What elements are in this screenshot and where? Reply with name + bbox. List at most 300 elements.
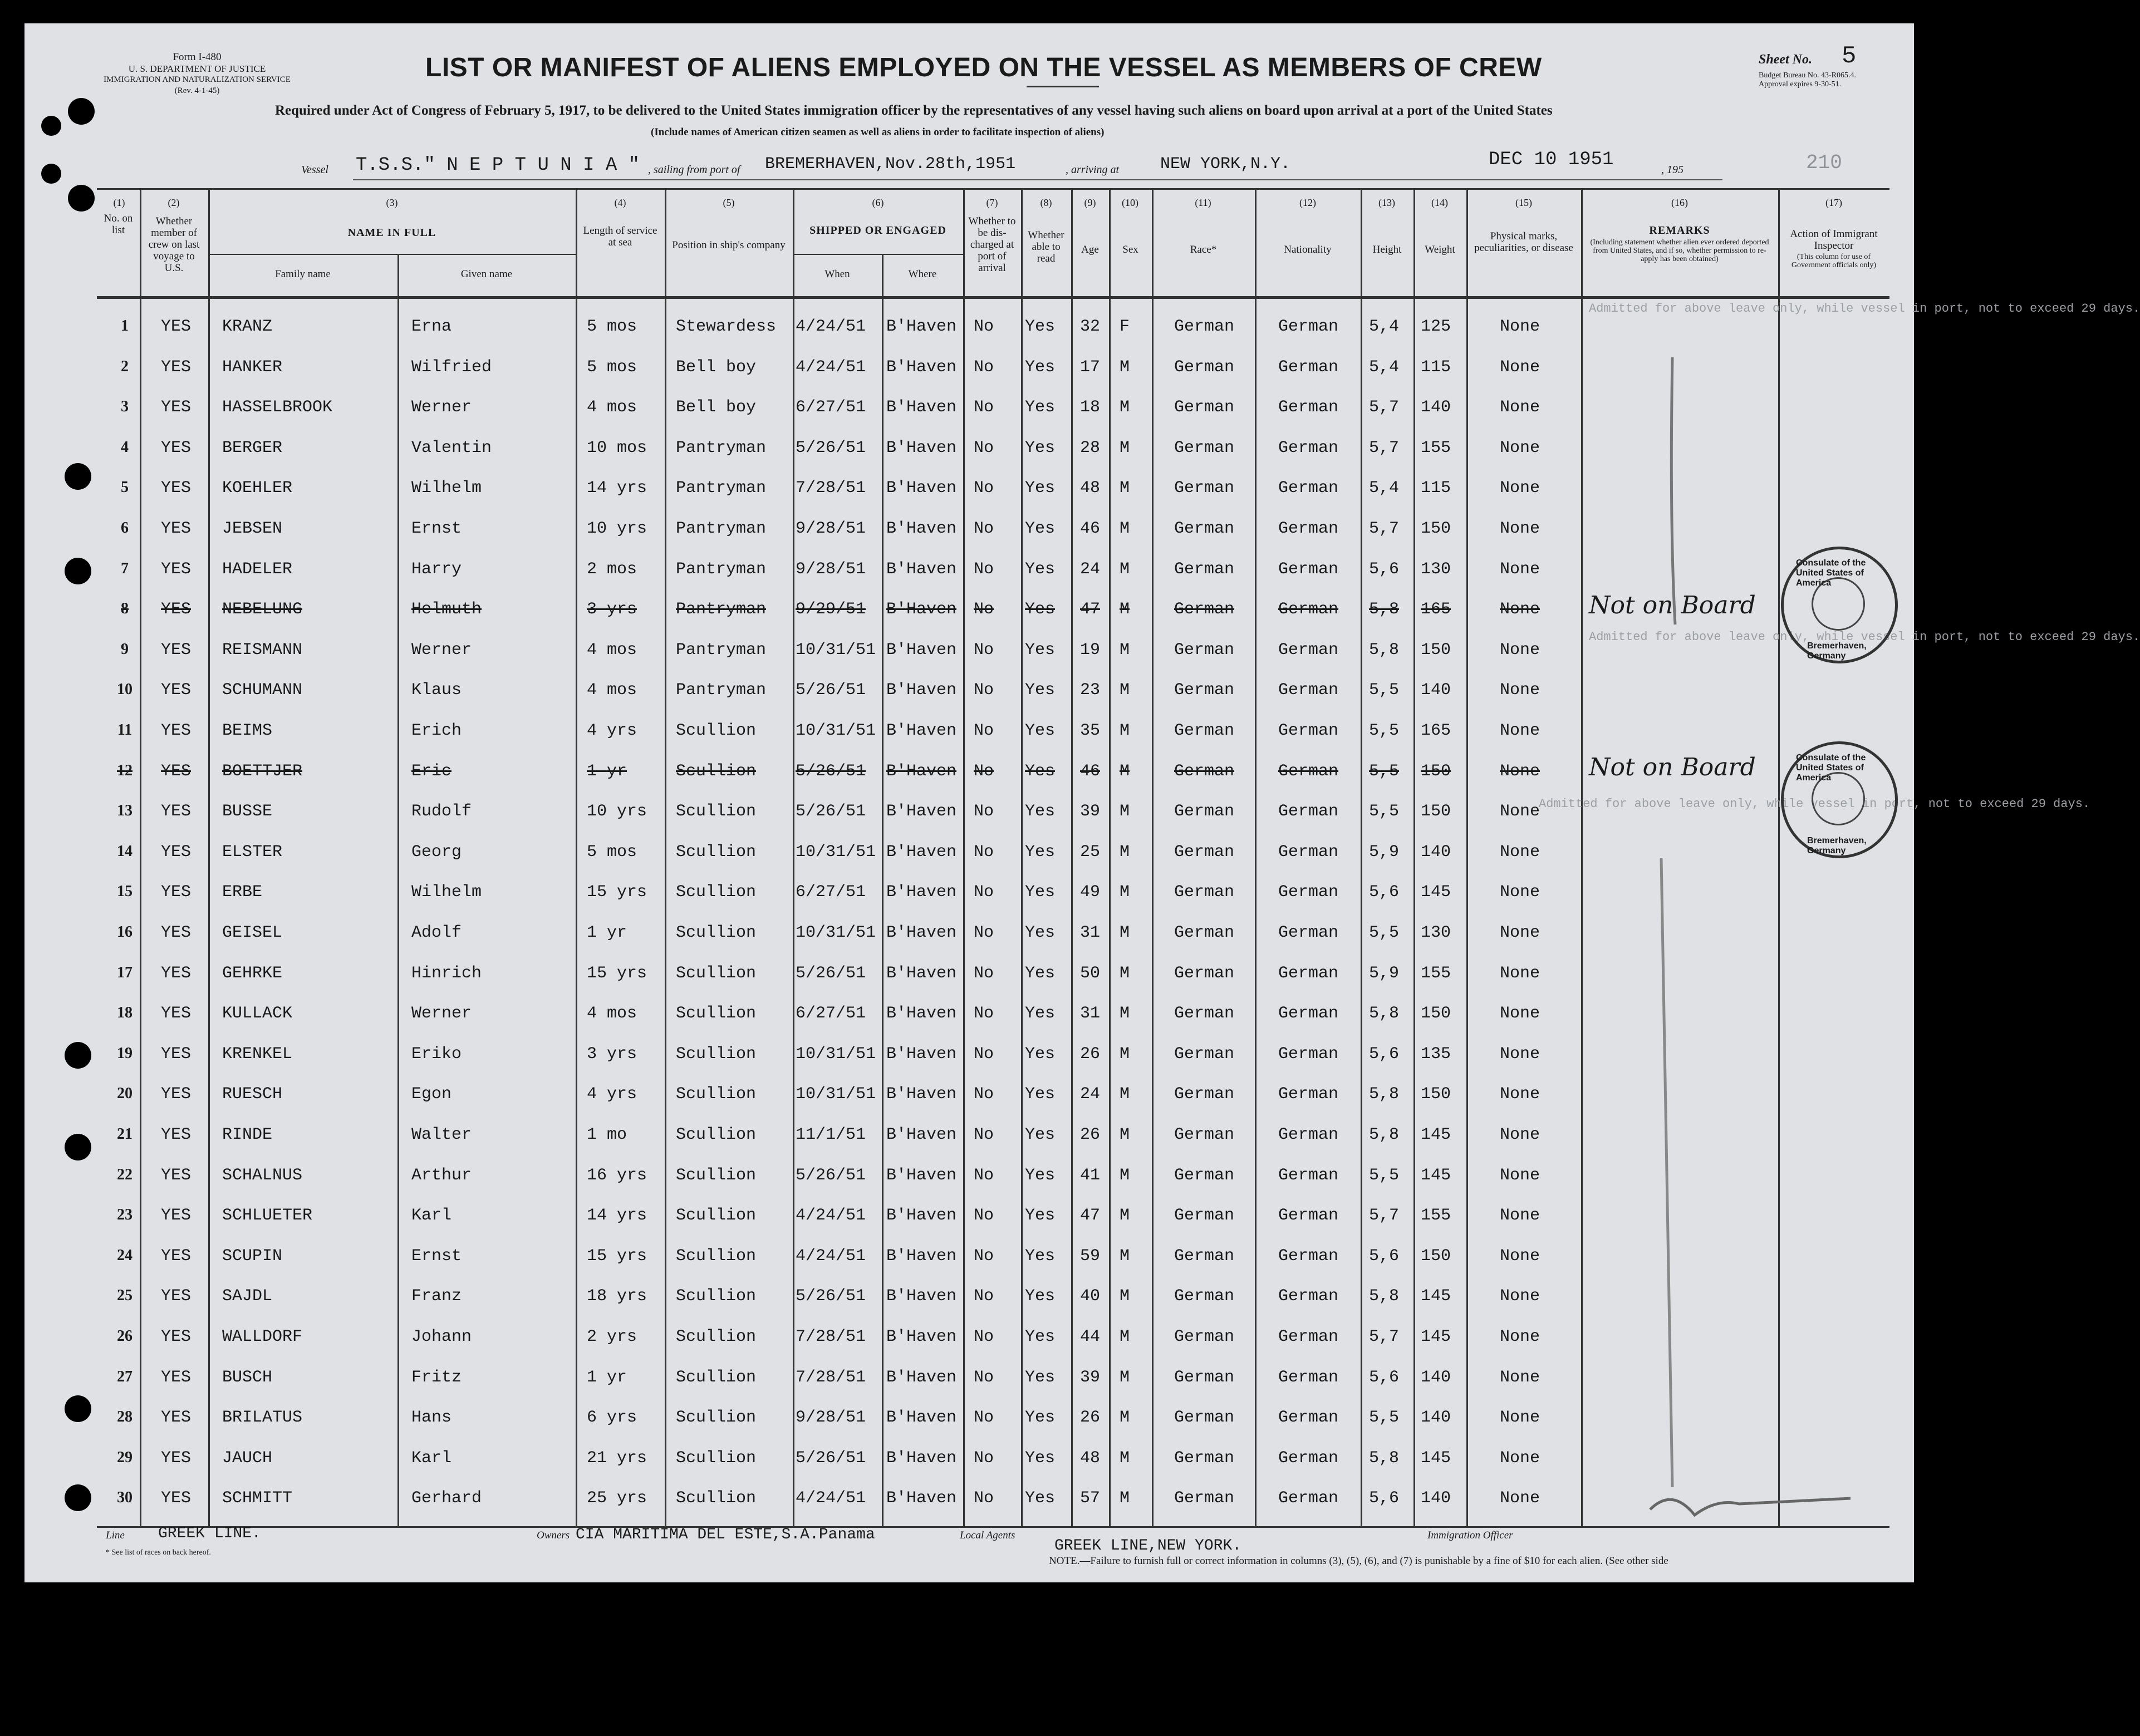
cell-age: 39 xyxy=(1080,1368,1101,1387)
column-number: (17) xyxy=(1825,197,1842,208)
cell-physical: None xyxy=(1500,923,1540,942)
cell-physical: None xyxy=(1500,357,1540,377)
cell-sex: M xyxy=(1120,1489,1130,1508)
cell-when: 6/27/51 xyxy=(796,883,866,902)
cell-weight: 155 xyxy=(1421,963,1451,983)
column-header-race: Race* xyxy=(1190,244,1217,255)
cell-age: 26 xyxy=(1080,1408,1101,1428)
cell-race: German xyxy=(1174,802,1235,822)
cell-given: Georg xyxy=(411,842,462,862)
sheet-label: Sheet No. xyxy=(1759,52,1812,67)
cell-physical: None xyxy=(1500,317,1540,336)
cell-age: 28 xyxy=(1080,438,1101,458)
cell-family: SCHLUETER xyxy=(222,1206,313,1226)
cell-sex: M xyxy=(1120,1085,1130,1104)
cell-read: Yes xyxy=(1025,1287,1056,1306)
cell-discharged: No xyxy=(974,1368,994,1387)
cell-position: Scullion xyxy=(676,1004,757,1024)
cell-height: 5,6 xyxy=(1369,1246,1400,1266)
column-number: (5) xyxy=(723,197,735,208)
cell-no: 8 xyxy=(121,600,129,618)
column-header-height: Height xyxy=(1372,244,1402,255)
cell-position: Pantryman xyxy=(676,600,767,619)
cell-height: 5,9 xyxy=(1369,963,1400,983)
cell-age: 17 xyxy=(1080,357,1101,377)
cell-position: Pantryman xyxy=(676,559,767,579)
cell-read: Yes xyxy=(1025,1408,1056,1428)
cell-member: YES xyxy=(160,438,191,458)
cell-age: 48 xyxy=(1080,479,1101,498)
cell-weight: 140 xyxy=(1421,398,1451,417)
cell-age: 40 xyxy=(1080,1287,1101,1306)
pencil-marks xyxy=(24,23,1914,1582)
port-to: NEW YORK,N.Y. xyxy=(1160,155,1291,174)
cell-sex: M xyxy=(1120,1246,1130,1266)
cell-read: Yes xyxy=(1025,479,1056,498)
cell-age: 57 xyxy=(1080,1489,1101,1508)
cell-where: B'Haven xyxy=(886,1165,957,1185)
cell-discharged: No xyxy=(974,1125,994,1144)
cell-read: Yes xyxy=(1025,398,1056,417)
cell-physical: None xyxy=(1500,1287,1540,1306)
cell-read: Yes xyxy=(1025,802,1056,822)
cell-when: 9/28/51 xyxy=(796,519,866,538)
cell-family: SCHUMANN xyxy=(222,681,303,700)
cell-length: 15 yrs xyxy=(587,1246,647,1266)
cell-race: German xyxy=(1174,398,1235,417)
cell-discharged: No xyxy=(974,1327,994,1346)
cell-family: GEHRKE xyxy=(222,963,283,983)
cell-when: 10/31/51 xyxy=(796,923,876,942)
cell-discharged: No xyxy=(974,923,994,942)
cell-no: 26 xyxy=(117,1327,132,1345)
faint-remark-lower: Admitted for above leave only, while vessel in port, not to exceed 29 days. xyxy=(1539,797,2090,811)
cell-nationality: German xyxy=(1278,1368,1339,1387)
cell-no: 15 xyxy=(117,883,132,901)
cell-position: Scullion xyxy=(676,1165,757,1185)
cell-member: YES xyxy=(160,600,191,619)
cell-given: Eriko xyxy=(411,1044,462,1064)
cell-read: Yes xyxy=(1025,600,1056,619)
cell-given: Valentin xyxy=(411,438,492,458)
arriving-label: , arriving at xyxy=(1066,164,1120,176)
cell-sex: M xyxy=(1120,1368,1130,1387)
cell-member: YES xyxy=(160,1327,191,1346)
cell-position: Bell boy xyxy=(676,357,757,377)
cell-no: 24 xyxy=(117,1246,132,1264)
cell-length: 10 mos xyxy=(587,438,647,458)
cell-no: 1 xyxy=(121,317,129,335)
column-header-remarks-note: (Including statement whether alien ever ordered deported from United States, and if so, whether permission to re-apply has been obtained) xyxy=(1590,238,1769,263)
cell-nationality: German xyxy=(1278,317,1339,336)
cell-given: Wilhelm xyxy=(411,479,482,498)
cell-when: 4/24/51 xyxy=(796,1246,866,1266)
cell-when: 5/26/51 xyxy=(796,1287,866,1306)
cell-physical: None xyxy=(1500,883,1540,902)
cell-height: 5,4 xyxy=(1369,357,1400,377)
cell-no: 11 xyxy=(117,721,132,739)
cell-when: 5/26/51 xyxy=(796,438,866,458)
footer-agents-label: Local Agents xyxy=(960,1530,1015,1541)
cell-race: German xyxy=(1174,559,1235,579)
races-note: * See list of races on back hereof. xyxy=(106,1548,211,1557)
cell-nationality: German xyxy=(1278,1489,1339,1508)
cell-position: Stewardess xyxy=(676,317,777,336)
cell-sex: M xyxy=(1120,1327,1130,1346)
cell-family: JAUCH xyxy=(222,1448,273,1468)
cell-age: 47 xyxy=(1080,1206,1101,1226)
cell-physical: None xyxy=(1500,559,1540,579)
cell-race: German xyxy=(1174,1004,1235,1024)
cell-height: 5,7 xyxy=(1369,398,1400,417)
cell-age: 31 xyxy=(1080,1004,1101,1024)
cell-given: Fritz xyxy=(411,1368,462,1387)
cell-discharged: No xyxy=(974,802,994,822)
cell-nationality: German xyxy=(1278,640,1339,660)
cell-length: 5 mos xyxy=(587,317,637,336)
cell-height: 5,7 xyxy=(1369,438,1400,458)
cell-nationality: German xyxy=(1278,963,1339,983)
cell-given: Johann xyxy=(411,1327,472,1346)
cell-where: B'Haven xyxy=(886,1206,957,1226)
cell-age: 24 xyxy=(1080,559,1101,579)
cell-sex: M xyxy=(1120,842,1130,862)
cell-family: BERGER xyxy=(222,438,283,458)
column-header-physical: Physical marks, peculiarities, or disease xyxy=(1474,230,1573,254)
cell-no: 5 xyxy=(121,479,129,496)
cell-given: Werner xyxy=(411,1004,472,1024)
cell-read: Yes xyxy=(1025,1448,1056,1468)
cell-where: B'Haven xyxy=(886,479,957,498)
cell-sex: M xyxy=(1120,1004,1130,1024)
cell-physical: None xyxy=(1500,842,1540,862)
cell-discharged: No xyxy=(974,519,994,538)
cell-race: German xyxy=(1174,963,1235,983)
cell-where: B'Haven xyxy=(886,317,957,336)
cell-weight: 150 xyxy=(1421,1085,1451,1104)
cell-height: 5,8 xyxy=(1369,1125,1400,1144)
cell-nationality: German xyxy=(1278,883,1339,902)
cell-sex: M xyxy=(1120,519,1130,538)
cell-discharged: No xyxy=(974,559,994,579)
cell-discharged: No xyxy=(974,1489,994,1508)
cell-nationality: German xyxy=(1278,1327,1339,1346)
cell-sex: M xyxy=(1120,479,1130,498)
cell-when: 5/26/51 xyxy=(796,681,866,700)
cell-discharged: No xyxy=(974,1165,994,1185)
column-header-action-note: (This column for use of Government officials only) xyxy=(1791,253,1877,269)
cell-discharged: No xyxy=(974,721,994,740)
cell-nationality: German xyxy=(1278,842,1339,862)
cell-physical: None xyxy=(1500,438,1540,458)
cell-race: German xyxy=(1174,1206,1235,1226)
cell-member: YES xyxy=(160,1408,191,1428)
cell-when: 4/24/51 xyxy=(796,1489,866,1508)
cell-where: B'Haven xyxy=(886,357,957,377)
cell-length: 5 mos xyxy=(587,357,637,377)
cell-when: 11/1/51 xyxy=(796,1125,866,1144)
cell-family: GEISEL xyxy=(222,923,283,942)
cell-nationality: German xyxy=(1278,479,1339,498)
cell-physical: None xyxy=(1500,1408,1540,1428)
cell-race: German xyxy=(1174,640,1235,660)
cell-age: 25 xyxy=(1080,842,1101,862)
cell-when: 5/26/51 xyxy=(796,1448,866,1468)
cell-height: 5,6 xyxy=(1369,1368,1400,1387)
cell-no: 21 xyxy=(117,1125,132,1143)
cell-where: B'Haven xyxy=(886,1246,957,1266)
cell-length: 6 yrs xyxy=(587,1408,637,1428)
cell-where: B'Haven xyxy=(886,1044,957,1064)
cell-given: Erich xyxy=(411,721,462,740)
cell-length: 16 yrs xyxy=(587,1165,647,1185)
cell-discharged: No xyxy=(974,600,994,619)
cell-weight: 140 xyxy=(1421,1408,1451,1428)
cell-family: NEBELUNG xyxy=(222,600,303,619)
cell-member: YES xyxy=(160,1246,191,1266)
cell-age: 32 xyxy=(1080,317,1101,336)
cell-family: REISMANN xyxy=(222,640,303,660)
cell-physical: None xyxy=(1500,802,1540,822)
cell-length: 10 yrs xyxy=(587,802,647,822)
cell-read: Yes xyxy=(1025,1004,1056,1024)
cell-where: B'Haven xyxy=(886,640,957,660)
cell-position: Scullion xyxy=(676,1246,757,1266)
footer-note: NOTE.—Failure to furnish full or correct information in columns (3), (5), (6), and (7) is punishable by a fine of $10 for each alien. (See other side xyxy=(1049,1555,1668,1567)
cell-weight: 155 xyxy=(1421,1206,1451,1226)
cell-where: B'Haven xyxy=(886,1287,957,1306)
cell-length: 4 yrs xyxy=(587,721,637,740)
cell-height: 5,8 xyxy=(1369,640,1400,660)
cell-length: 3 yrs xyxy=(587,1044,637,1064)
cell-weight: 130 xyxy=(1421,559,1451,579)
cell-discharged: No xyxy=(974,479,994,498)
cell-nationality: German xyxy=(1278,1448,1339,1468)
cell-given: Walter xyxy=(411,1125,472,1144)
cell-discharged: No xyxy=(974,963,994,983)
cell-weight: 150 xyxy=(1421,802,1451,822)
cell-position: Scullion xyxy=(676,721,757,740)
cell-discharged: No xyxy=(974,1408,994,1428)
cell-race: German xyxy=(1174,317,1235,336)
cell-member: YES xyxy=(160,559,191,579)
cell-when: 4/24/51 xyxy=(796,317,866,336)
cell-position: Bell boy xyxy=(676,398,757,417)
cell-family: BRILATUS xyxy=(222,1408,303,1428)
cell-member: YES xyxy=(160,1044,191,1064)
cell-position: Scullion xyxy=(676,1287,757,1306)
cell-race: German xyxy=(1174,600,1235,619)
cell-nationality: German xyxy=(1278,1085,1339,1104)
column-number: (8) xyxy=(1040,197,1052,208)
cell-read: Yes xyxy=(1025,1368,1056,1387)
cell-age: 41 xyxy=(1080,1165,1101,1185)
cell-age: 44 xyxy=(1080,1327,1101,1346)
cell-member: YES xyxy=(160,398,191,417)
cell-no: 19 xyxy=(117,1044,132,1062)
column-header-when: When xyxy=(824,268,850,280)
cell-position: Scullion xyxy=(676,1489,757,1508)
cell-family: RUESCH xyxy=(222,1085,283,1104)
cell-family: BOETTJER xyxy=(222,761,303,781)
cell-when: 5/26/51 xyxy=(796,963,866,983)
footer-agents-value: GREEK LINE,NEW YORK. xyxy=(1054,1537,1242,1555)
arrival-date-stamp: DEC 10 1951 xyxy=(1489,149,1614,170)
cell-weight: 145 xyxy=(1421,1327,1451,1346)
cell-when: 5/26/51 xyxy=(796,802,866,822)
cell-nationality: German xyxy=(1278,1206,1339,1226)
cell-sex: M xyxy=(1120,1125,1130,1144)
cell-position: Scullion xyxy=(676,1044,757,1064)
cell-family: JEBSEN xyxy=(222,519,283,538)
cell-where: B'Haven xyxy=(886,1408,957,1428)
cell-where: B'Haven xyxy=(886,681,957,700)
cell-height: 5,5 xyxy=(1369,721,1400,740)
cell-no: 14 xyxy=(117,842,132,860)
cell-read: Yes xyxy=(1025,1125,1056,1144)
cell-weight: 140 xyxy=(1421,1368,1451,1387)
cell-length: 25 yrs xyxy=(587,1489,647,1508)
cell-race: German xyxy=(1174,1085,1235,1104)
cell-height: 5,8 xyxy=(1369,1004,1400,1024)
approval-expires: Approval expires 9-30-51. xyxy=(1759,80,1842,88)
cell-height: 5,6 xyxy=(1369,883,1400,902)
cell-physical: None xyxy=(1500,479,1540,498)
cell-sex: M xyxy=(1120,398,1130,417)
cell-race: German xyxy=(1174,883,1235,902)
cell-weight: 150 xyxy=(1421,640,1451,660)
column-header-name-full: NAME IN FULL xyxy=(347,227,436,239)
cell-physical: None xyxy=(1500,640,1540,660)
cell-member: YES xyxy=(160,1448,191,1468)
cell-length: 15 yrs xyxy=(587,963,647,983)
column-header-sex: Sex xyxy=(1122,244,1138,255)
cell-member: YES xyxy=(160,1165,191,1185)
cell-physical: None xyxy=(1500,600,1540,619)
cell-sex: M xyxy=(1120,1448,1130,1468)
cell-length: 18 yrs xyxy=(587,1287,647,1306)
cell-race: German xyxy=(1174,519,1235,538)
cell-weight: 150 xyxy=(1421,519,1451,538)
cell-discharged: No xyxy=(974,681,994,700)
consulate-seal-stamp: Consulate of the United States of America Bremerhaven, Germany xyxy=(1781,547,1898,663)
revision: (Rev. 4-1-45) xyxy=(174,86,220,95)
cell-given: Klaus xyxy=(411,681,462,700)
cell-weight: 140 xyxy=(1421,681,1451,700)
cell-physical: None xyxy=(1500,761,1540,781)
cell-discharged: No xyxy=(974,842,994,862)
cell-sex: M xyxy=(1120,1044,1130,1064)
cell-sex: M xyxy=(1120,963,1130,983)
cell-read: Yes xyxy=(1025,681,1056,700)
cell-height: 5,5 xyxy=(1369,1408,1400,1428)
cell-when: 4/24/51 xyxy=(796,357,866,377)
cell-member: YES xyxy=(160,681,191,700)
cell-no: 16 xyxy=(117,923,132,941)
cell-given: Ernst xyxy=(411,519,462,538)
column-header-where: Where xyxy=(908,268,937,280)
cell-where: B'Haven xyxy=(886,721,957,740)
cell-weight: 115 xyxy=(1421,479,1451,498)
cell-position: Scullion xyxy=(676,1206,757,1226)
cell-height: 5,6 xyxy=(1369,1489,1400,1508)
cell-given: Hinrich xyxy=(411,963,482,983)
cell-where: B'Haven xyxy=(886,600,957,619)
cell-member: YES xyxy=(160,640,191,660)
cell-member: YES xyxy=(160,721,191,740)
cell-no: 4 xyxy=(121,438,129,456)
column-number: (13) xyxy=(1378,197,1395,208)
cell-member: YES xyxy=(160,317,191,336)
cell-when: 5/26/51 xyxy=(796,1165,866,1185)
cell-when: 9/28/51 xyxy=(796,1408,866,1428)
column-header-whether-member: Whether member of crew on last voyage to U.S. xyxy=(148,215,200,274)
cell-physical: None xyxy=(1500,1125,1540,1144)
required-statement: Required under Act of Congress of February 5, 1917, to be delivered to the United States immigration officer by the representatives of any vessel having such aliens on board upon arrival at a port of the United States xyxy=(275,103,1553,118)
cell-weight: 145 xyxy=(1421,1125,1451,1144)
cell-discharged: No xyxy=(974,317,994,336)
cell-physical: None xyxy=(1500,1448,1540,1468)
cell-height: 5,8 xyxy=(1369,600,1400,619)
cell-position: Scullion xyxy=(676,842,757,862)
cell-physical: None xyxy=(1500,519,1540,538)
cell-length: 21 yrs xyxy=(587,1448,647,1468)
cell-sex: M xyxy=(1120,923,1130,942)
cell-weight: 140 xyxy=(1421,842,1451,862)
cell-sex: F xyxy=(1120,317,1130,336)
cell-nationality: German xyxy=(1278,721,1339,740)
cell-where: B'Haven xyxy=(886,963,957,983)
cell-height: 5,6 xyxy=(1369,559,1400,579)
cell-physical: None xyxy=(1500,398,1540,417)
cell-where: B'Haven xyxy=(886,842,957,862)
cell-where: B'Haven xyxy=(886,923,957,942)
cell-nationality: German xyxy=(1278,1287,1339,1306)
cell-given: Egon xyxy=(411,1085,452,1104)
cell-physical: None xyxy=(1500,1004,1540,1024)
cell-age: 26 xyxy=(1080,1044,1101,1064)
cell-discharged: No xyxy=(974,1246,994,1266)
service: IMMIGRATION AND NATURALIZATION SERVICE xyxy=(104,75,291,84)
column-header-read: Whether able to read xyxy=(1028,229,1064,264)
cell-no: 13 xyxy=(117,802,132,820)
column-number: (11) xyxy=(1195,197,1211,208)
cell-member: YES xyxy=(160,842,191,862)
page-number: 210 xyxy=(1806,151,1842,174)
footer-line-value: GREEK LINE. xyxy=(158,1525,261,1542)
vessel-label: Vessel xyxy=(301,164,328,176)
cell-member: YES xyxy=(160,1085,191,1104)
cell-read: Yes xyxy=(1025,357,1056,377)
cell-race: German xyxy=(1174,438,1235,458)
cell-discharged: No xyxy=(974,883,994,902)
cell-discharged: No xyxy=(974,761,994,781)
cell-family: KRENKEL xyxy=(222,1044,293,1064)
cell-family: BUSCH xyxy=(222,1368,273,1387)
cell-family: RINDE xyxy=(222,1125,273,1144)
column-number: (14) xyxy=(1431,197,1448,208)
cell-position: Pantryman xyxy=(676,640,767,660)
cell-no: 6 xyxy=(121,519,129,537)
handwritten-remark: Not on Board xyxy=(1589,753,1756,781)
cell-read: Yes xyxy=(1025,842,1056,862)
cell-when: 10/31/51 xyxy=(796,640,876,660)
footer-officer-label: Immigration Officer xyxy=(1427,1530,1513,1541)
cell-given: Rudolf xyxy=(411,802,472,822)
cell-where: B'Haven xyxy=(886,802,957,822)
cell-given: Adolf xyxy=(411,923,462,942)
cell-family: ELSTER xyxy=(222,842,283,862)
